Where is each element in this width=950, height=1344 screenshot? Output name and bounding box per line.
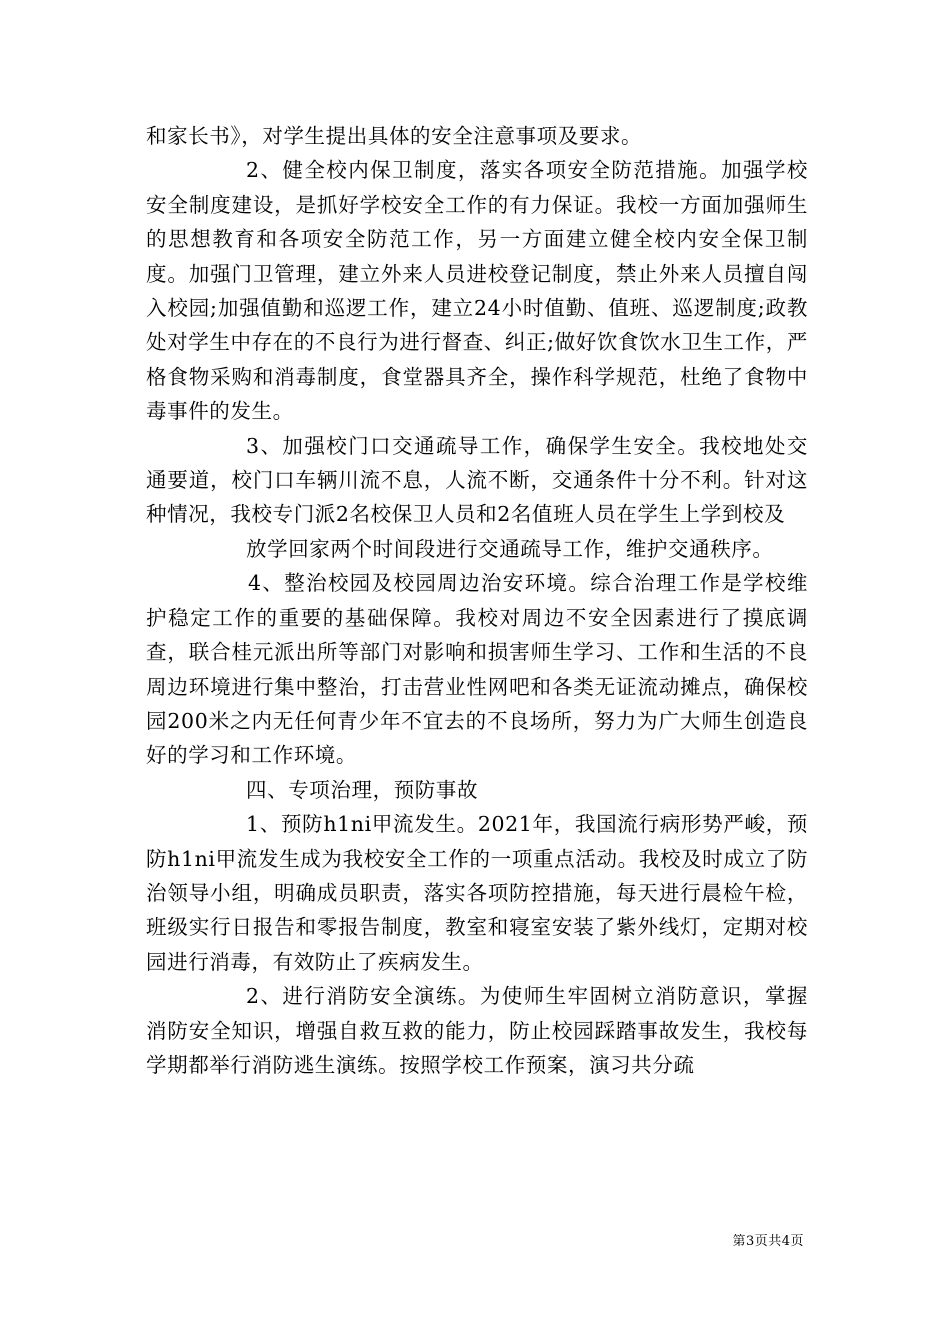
paragraph-traffic-guidance: 3、加强校门口交通疏导工作，确保学生安全。我校地处交通要道，校门口车辆川流不息，人流不断，交通条件十分不利。针对这种情况，我校专门派2名校保卫人员和2名值班人员在学生上学到校及 — [146, 433, 808, 527]
paragraph-security-system: 2、健全校内保卫制度，落实各项安全防范措施。加强学校安全制度建设，是抓好学校安全工作的有力保证。我校一方面加强师生的思想教育和各项安全防范工作，另一方面建立健全校内安全保卫制度。加强门卫管理，建立外来人员进校登记制度，禁止外来人员擅自闯入校园;加强值勤和巡逻工作，建立24小时值勤、值班、巡逻制度;政教处对学生中存在的不良行为进行督查、纠正;做好饮食饮水卫生工作，严格食物采购和消毒制度，食堂器具齐全，操作科学规范，杜绝了食物中毒事件的发生。 — [146, 158, 808, 424]
paragraph-continuation: 和家长书》，对学生提出具体的安全注意事项及要求。 — [146, 124, 643, 148]
paragraph-traffic-continuation: 放学回家两个时间段进行交通疏导工作，维护交通秩序。 — [246, 536, 774, 561]
page-number-footer: 第3页共4页 — [732, 1234, 804, 1249]
paragraph-flu-prevention: 1、预防h1ni甲流发生。2021年，我国流行病形势严峻，预防h1ni甲流发生成为我校安全工作的一项重点活动。我校及时成立了防治领导小组，明确成员职责，落实各项防控措施，每天进行晨检午检，班级实行日报告和零报告制度，教室和寝室安装了紫外线灯，定期对校园进行消毒，有效防止了疾病发生。 — [146, 812, 808, 974]
document-body — [146, 119, 808, 1082]
paragraph-campus-environment: 4、整治校园及校园周边治安环境。综合治理工作是学校维护稳定工作的重要的基础保障。我校对周边不安全因素进行了摸底调查，联合桂元派出所等部门对影响和损害师生学习、工作和生活的不良周边环境进行集中整治，打击营业性网吧和各类无证流动摊点，确保校园200米之内无任何青少年不宜去的不良场所，努力为广大师生创造良好的学习和工作环境。 — [146, 571, 808, 768]
section-heading-special-governance: 四、专项治理，预防事故 — [246, 777, 479, 802]
paragraph-fire-drill: 2、进行消防安全演练。为使师生牢固树立消防意识，掌握消防安全知识，增强自救互救的能力，防止校园踩踏事故发生，我校每学期都举行消防逃生演练。按照学校工作预案，演习共分疏 — [146, 984, 808, 1077]
